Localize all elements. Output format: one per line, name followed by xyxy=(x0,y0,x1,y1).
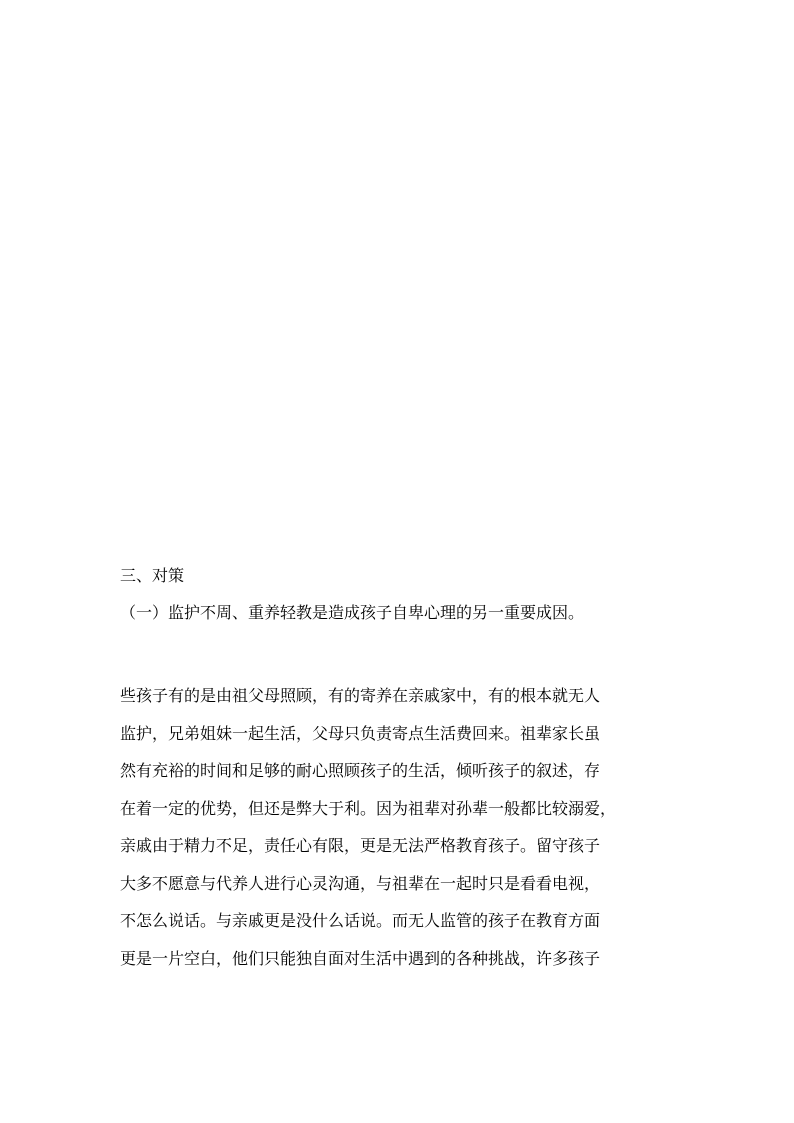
paragraph-line: 大多不愿意与代养人进行心灵沟通，与祖辈在一起时只是看看电视， xyxy=(120,873,601,893)
paragraph-line: 些孩子有的是由祖父母照顾，有的寄养在亲戚家中，有的根本就无人 xyxy=(120,686,601,705)
paragraph-line: 亲戚由于精力不足，责任心有限，更是无法严格教育孩子。留守孩子 xyxy=(120,836,601,855)
paragraph-line: 更是一片空白，他们只能独自面对生活中遇到的各种挑战，许多孩子 xyxy=(120,948,601,968)
section-heading: 三、对策 xyxy=(120,566,185,585)
paragraph-line: 监护，兄弟姐妹一起生活，父母只负责寄点生活费回来。祖辈家长虽 xyxy=(120,723,601,743)
paragraph-line: 然有充裕的时间和足够的耐心照顾孩子的生活，倾听孩子的叙述，存 xyxy=(120,761,601,780)
paragraph-line: 在着一定的优势，但还是弊大于利。因为祖辈对孙辈一般都比较溺爱， xyxy=(120,798,617,818)
sub-heading: （一）监护不周、重养轻教是造成孩子自卑心理的另一重要成因。 xyxy=(120,603,585,622)
body-paragraph xyxy=(120,686,680,986)
paragraph-line: 不怎么说话。与亲戚更是没什么话说。而无人监管的孩子在教育方面 xyxy=(120,911,601,930)
